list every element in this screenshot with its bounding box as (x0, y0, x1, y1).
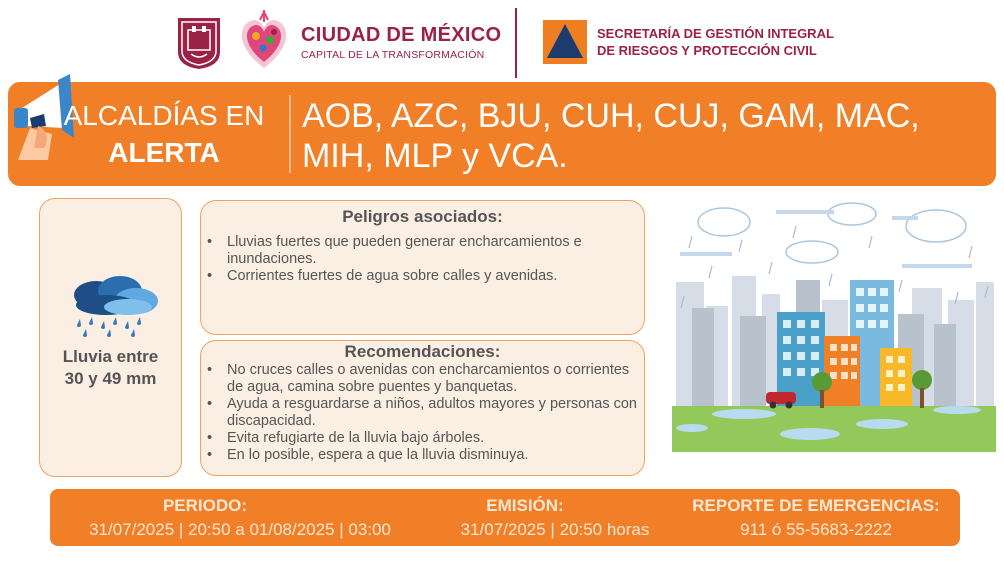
hazard-card (39, 198, 182, 477)
recommendation-item: • Ayuda a resguardarse a niños, adultos mayores y personas con discapacidad. (227, 396, 645, 430)
agency-name-line1: SECRETARÍA DE GESTIÓN INTEGRAL (597, 26, 834, 41)
emission-value: 31/07/2025 | 20:50 horas (460, 520, 650, 539)
dangers-list (201, 234, 627, 285)
city-title: CIUDAD DE MÉXICO (301, 24, 502, 46)
agency-name (597, 25, 857, 59)
recommendations-box (200, 340, 645, 476)
city-subtitle: CAPITAL DE LA TRANSFORMACIÓN (301, 49, 485, 61)
emergency-report-label: REPORTE DE EMERGENCIAS: (692, 496, 940, 515)
alert-label-line1: ALCALDÍAS EN (63, 100, 265, 131)
recommendations-title: Recomendaciones: (344, 342, 501, 361)
rain-amount (39, 346, 182, 390)
cdmx-crest-logo (176, 16, 222, 70)
danger-item: • Lluvias fuertes que pueden generar encharcamientos e inundaciones. (227, 234, 627, 268)
recommendation-item: • En lo posible, espera a que la lluvia disminuya. (227, 447, 645, 464)
cdmx-heart-logo (236, 6, 292, 72)
civil-protection-triangle-icon (543, 20, 587, 64)
emission-label: EMISIÓN: (486, 496, 564, 515)
emergency-phone: 911 ó 55-5683-2222 (740, 520, 892, 539)
recommendation-item: • No cruces calles o avenidas con encharcamientos o corrientes de agua, camina sobre puentes y banquetas. (227, 362, 645, 396)
rain-amount-line2: 30 y 49 mm (64, 369, 157, 388)
dangers-title: Peligros asociados: (342, 207, 503, 226)
period-label: PERIODO: (162, 496, 248, 515)
period-value: 31/07/2025 | 20:50 a 01/08/2025 | 03:00 (89, 520, 391, 539)
rainy-city-illustration (672, 196, 996, 478)
header-divider (515, 8, 517, 78)
banner-divider (289, 95, 291, 173)
agency-name-line2: DE RIESGOS Y PROTECCIÓN CIVIL (597, 43, 817, 58)
danger-item: • Corrientes fuertes de agua sobre calles y avenidas. (227, 268, 627, 285)
recommendations-list (201, 362, 645, 464)
rain-amount-line1: Lluvia entre (62, 347, 159, 366)
recommendation-item: • Evita refugiarte de la lluvia bajo árboles. (227, 430, 645, 447)
rain-cloud-icon (66, 275, 162, 337)
alert-label-line2: ALERTA (108, 137, 220, 168)
alcaldias-list: AOB, AZC, BJU, CUH, CUJ, GAM, MAC, MIH, MLP y VCA. (302, 97, 920, 175)
dangers-box (200, 200, 645, 335)
